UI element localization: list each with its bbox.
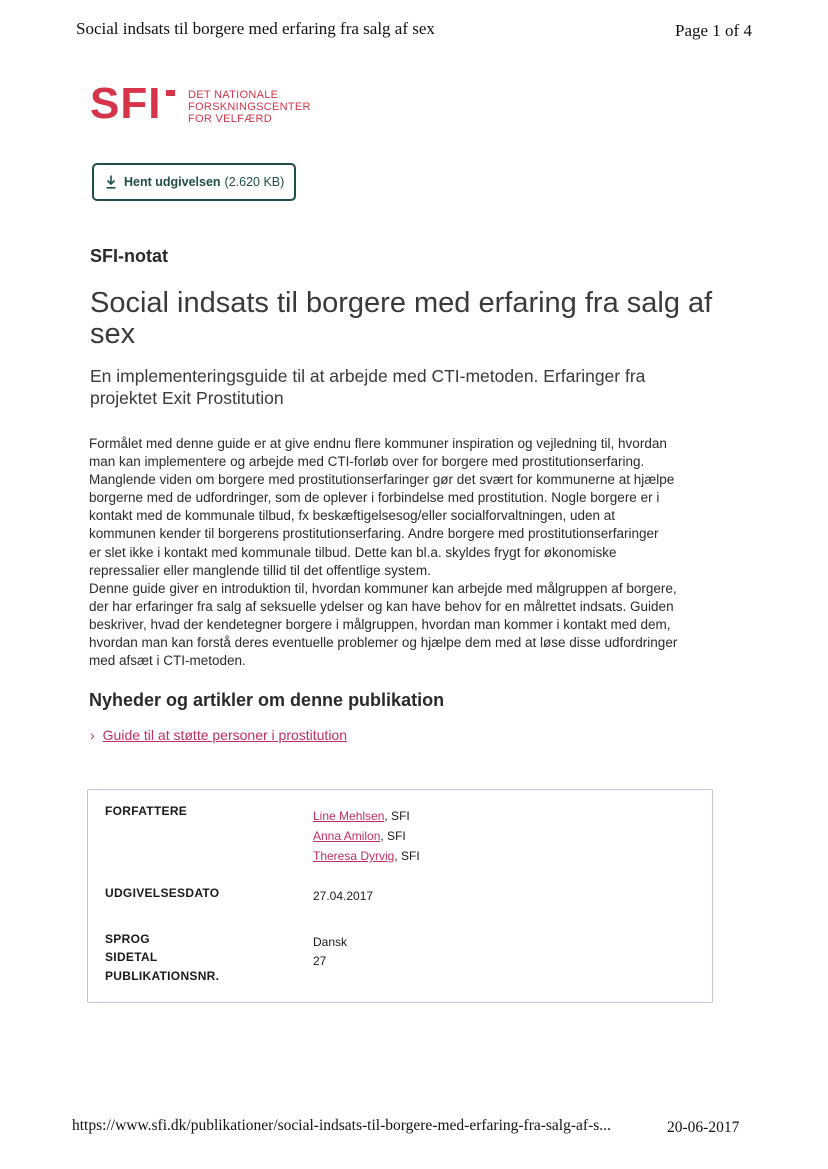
news-heading: Nyheder og artikler om denne publikation [89, 690, 445, 710]
news-article-link[interactable] [90, 727, 347, 743]
logo-mark: SFI [90, 79, 162, 128]
publication-date-label: UDGIVELSESDATO [105, 886, 220, 900]
author-link[interactable]: Line Mehlsen [313, 809, 385, 823]
abstract-line: kontakt med de kommunale tilbud, fx beskæftigelsesog/eller socialforvaltningen, uden at [89, 508, 616, 524]
abstract-line: repressalier eller manglende tillid til det offentlige system. [89, 562, 431, 578]
author-item [313, 826, 420, 846]
abstract-line: borgerne med de udfordringer, som de oplever i forbindelse med prostitution. Nogle borgere er i [89, 490, 660, 506]
author-org: , SFI [394, 849, 420, 863]
logo-subtitle-line: DET NATIONALE [188, 89, 279, 101]
author-item [313, 806, 420, 826]
abstract-line: beskriver, hvad der kendetegner borgere i målgruppen, hvordan man kommer i kontakt med dem, [89, 616, 671, 632]
logo-subtitle [188, 89, 311, 125]
abstract-paragraph [89, 580, 729, 670]
abstract-line: hvordan man kan forstå deres eventuelle problemer og hjælpe dem med at løse disse udfordringer [89, 635, 678, 651]
abstract-line: der har erfaringer fra salg af seksuelle ydelser og kan have behov for en målrettet indsats. Guiden [89, 598, 674, 614]
pages-value: 27 [313, 954, 327, 968]
author-link[interactable]: Theresa Dyrvig [313, 849, 395, 863]
print-footer-url: https://www.sfi.dk/publikationer/social-indsats-til-borgere-med-erfaring-fra-salg-af-s... [72, 1117, 611, 1134]
page-subtitle: En implementeringsguide til at arbejde med CTI-metoden. Erfaringer fra projektet Exit Prostitution [90, 366, 646, 408]
print-header-page-number: Page 1 of 4 [675, 21, 752, 40]
download-label: Hent udgivelsen [124, 175, 221, 189]
download-icon [106, 175, 116, 189]
download-size: (2.620 KB) [224, 175, 285, 189]
author-item [313, 846, 420, 866]
author-link[interactable]: Anna Amilon [313, 829, 381, 843]
author-org: , SFI [384, 809, 410, 823]
publication-number-label: PUBLIKATIONSNR. [105, 969, 220, 983]
chevron-right-icon: › [90, 727, 95, 743]
authors-list [313, 806, 420, 866]
page-title: Social indsats til borgere med erfaring fra salg af sex [90, 287, 713, 350]
abstract-line: man kan implementere og arbejde med CTI-forløb over for borgere med prostitutionserfaring. [89, 454, 645, 470]
logo-subtitle-line: FORSKNINGSCENTER [188, 101, 311, 113]
language-label: SPROG [105, 932, 150, 946]
publication-type: SFI-notat [90, 246, 168, 266]
language-value: Dansk [313, 935, 348, 949]
download-publication-button[interactable] [92, 163, 296, 201]
publication-date-value: 27.04.2017 [313, 889, 374, 903]
publication-metadata-box [87, 789, 713, 1003]
authors-label: FORFATTERE [105, 804, 188, 818]
abstract-line: Manglende viden om borgere med prostitutionserfaringer gør det svært for kommunerne at hjælpe [89, 472, 675, 488]
abstract [89, 435, 729, 670]
print-footer-date: 20-06-2017 [667, 1119, 740, 1136]
logo-accent-bar [166, 90, 175, 96]
abstract-paragraph [89, 435, 729, 580]
abstract-line: kommunen kender til borgerens prostitutionserfaring. Andre borgere med prostitutionserfaringer [89, 526, 659, 542]
author-org: , SFI [380, 829, 406, 843]
abstract-line: med afsæt i CTI-metoden. [89, 653, 246, 669]
abstract-line: Formålet med denne guide er at give endnu flere kommuner inspiration og vejledning til, hvordan [89, 436, 667, 451]
logo-subtitle-line: FOR VELFÆRD [188, 113, 272, 125]
print-header-title: Social indsats til borgere med erfaring fra salg af sex [76, 19, 435, 38]
news-article-link-label: Guide til at støtte personer i prostitution [102, 727, 348, 743]
pages-label: SIDETAL [105, 950, 158, 964]
abstract-line: Denne guide giver en introduktion til, hvordan kommuner kan arbejde med målgruppen af borgere, [89, 580, 677, 596]
abstract-line: er slet ikke i kontakt med kommunale tilbud. Dette kan bl.a. skyldes frygt for økonomiske [89, 544, 617, 560]
